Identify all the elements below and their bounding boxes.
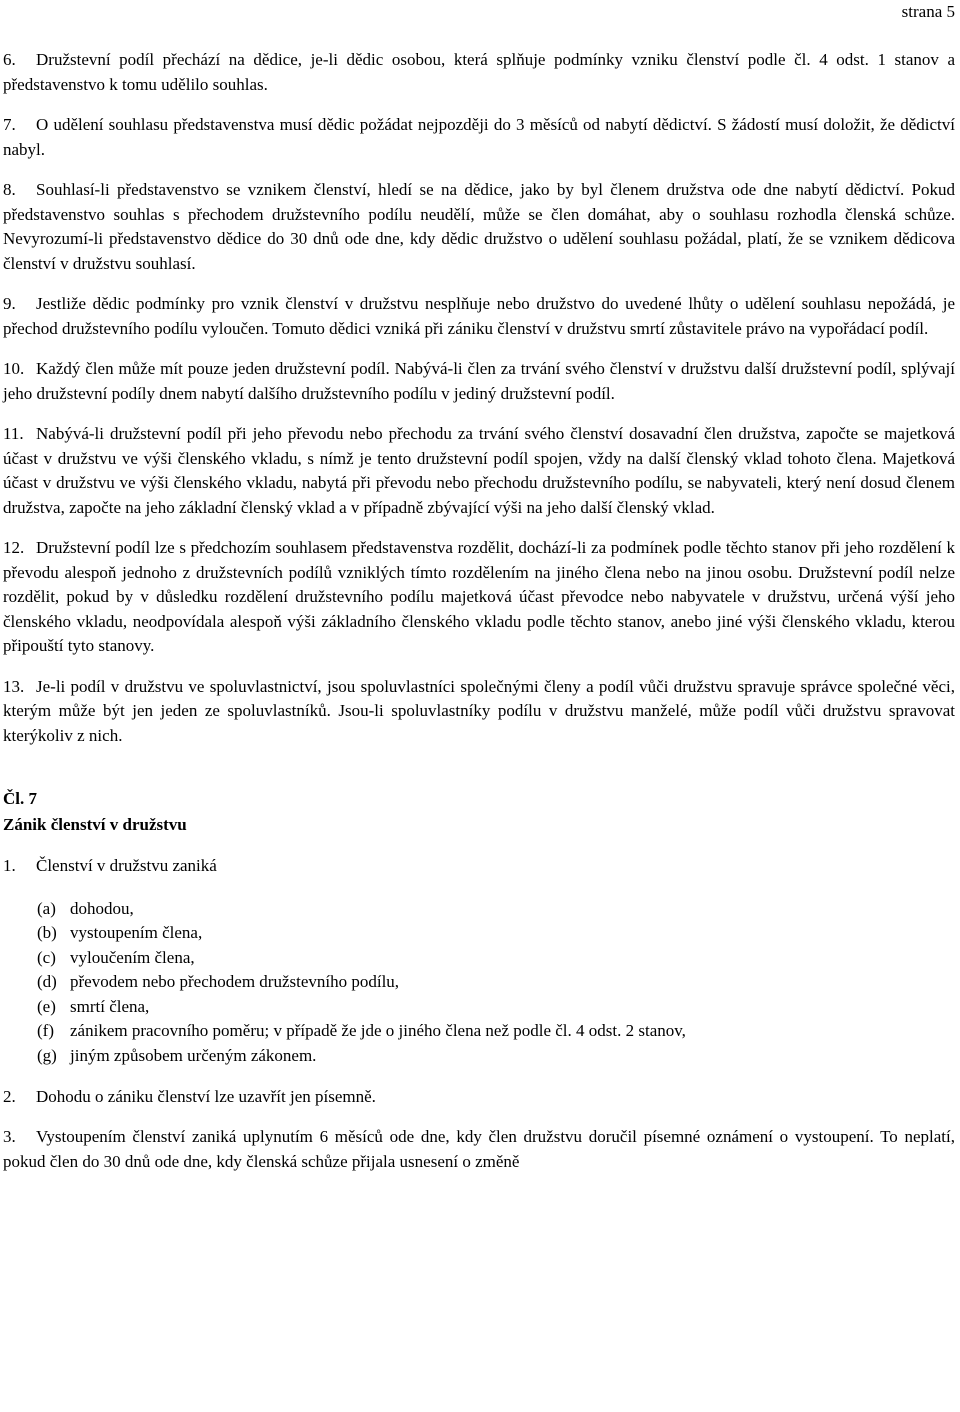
paragraph-number: 1. — [3, 856, 16, 875]
list-item — [37, 921, 955, 946]
list-item-text: převodem nebo přechodem družstevního podílu, — [70, 972, 400, 992]
list-item-label: (d) — [37, 972, 57, 992]
list-item-text: dohodou, — [70, 898, 134, 918]
list-item-text: jiným způsobem určeným zákonem. — [70, 1046, 317, 1066]
list-item-text: smrtí člena, — [70, 996, 150, 1016]
section-paragraph-3 — [3, 1125, 955, 1174]
paragraph-number: 12. — [3, 538, 25, 557]
list-item-label: (b) — [37, 923, 57, 943]
paragraph-number: 3. — [3, 1127, 16, 1147]
paragraph-11 — [3, 422, 955, 520]
paragraph-8 — [3, 178, 955, 276]
paragraph-text: Souhlasí-li představenstvo se vznikem členství, hledí se na dědice, jako by byl členem družstva ode dne nabytí dědictví. Pokud představenstvo souhlas s přechodem družstevního podílu neudělí, může se člen domáhat, aby o souhlasu rozhodla členská schůze. Nevyrozumí-li představenstvo dědice do 30 dnů ode dne, kdy dědic družstvo o udělení souhlasu požádal, platí, že se vznikem dědicova členství v družstvu souhlasí. — [3, 180, 955, 273]
termination-list — [37, 897, 955, 1069]
paragraph-text: Vystoupením členství zaniká uplynutím 6 měsíců ode dne, kdy člen družstvu doručil písemné oznámení o vystoupení. To neplatí, pokud člen do 30 dnů ode dne, kdy členská schůze přijala usnesení o změně — [3, 1127, 955, 1171]
paragraph-6 — [3, 48, 955, 97]
list-item-label: (a) — [37, 898, 56, 918]
list-item — [37, 1019, 955, 1044]
paragraph-text: Nabývá-li družstevní podíl při jeho převodu nebo přechodu za trvání svého členství dosavadní člen družstva, započte se majetková účast v družstvu ve výši členského vkladu, s nímž je tento družstevní podíl spojen, vždy na další členský vklad tohoto člena. Majetková účast v družstvu ve výši členského vkladu, nabytá při převodu nebo přechodu družstevního podílu, se nabyvateli, který není dosud členem družstva, započte na jeho základní členský vklad a v případně zbývající výši na jeho další členský vklad. — [3, 424, 955, 517]
list-item — [37, 946, 955, 971]
paragraph-text: Družstevní podíl přechází na dědice, je-li dědic osobou, která splňuje podmínky vzniku členství podle čl. 4 odst. 1 stanov a představenstvo k tomu udělilo souhlas. — [3, 50, 955, 94]
paragraph-number: 6. — [3, 50, 16, 69]
list-item — [37, 1044, 955, 1069]
list-item-label: (e) — [37, 996, 56, 1016]
list-item-text: vyloučením člena, — [70, 947, 195, 967]
paragraph-text: Je-li podíl v družstvu ve spoluvlastnictví, jsou spoluvlastníci společnými členy a podíl vůči družstvu spravuje správce společné věci, kterým může být jen jeden ze spoluvlastníků. Jsou-li spoluvlastníky podílu v družstvu manželé, může podíl vůči družstvu spravovat kterýkoliv z nich. — [3, 676, 955, 745]
paragraph-10 — [3, 357, 955, 406]
paragraph-13 — [3, 675, 955, 749]
paragraph-number: 9. — [3, 294, 16, 313]
paragraph-7 — [3, 113, 955, 162]
paragraph-number: 11. — [3, 424, 24, 443]
section-paragraph-2 — [3, 1085, 955, 1110]
paragraph-text: Družstevní podíl lze s předchozím souhlasem představenstva rozdělit, dochází-li za podmínek podle těchto stanov při jeho rozdělení k převodu alespoň jednoho z družstevních podílů vzniklých tímto rozdělením na jiného člena nebo na jinou osobu. Družstevní podíl nelze rozdělit, pokud by v důsledku rozdělení družstevního podílu majetková účast převodce nebo nabyvatele v družstvu, určená výší jeho členského vkladu, neodpovídala alespoň výši základního členského vkladu podle těchto stanov, anebo jiné výši členského vkladu, kterou připouští tyto stanovy. — [3, 538, 955, 655]
paragraph-number: 7. — [3, 115, 16, 134]
list-item — [37, 897, 955, 922]
list-item — [37, 970, 955, 995]
paragraph-number: 13. — [3, 676, 25, 696]
list-item-label: (c) — [37, 947, 56, 967]
paragraph-text: Každý člen může mít pouze jeden družstevní podíl. Nabývá-li člen za trvání svého členství v družstvu další družstevní podíl, splývají jeho družstevní podíly dnem nabytí dalšího družstevního podílu v jediný družstevní podíl. — [3, 359, 955, 403]
page-number: strana 5 — [901, 2, 955, 21]
paragraph-9 — [3, 292, 955, 341]
paragraph-number: 8. — [3, 180, 16, 199]
paragraph-text: Členství v družstvu zaniká — [36, 856, 217, 875]
list-item-text: vystoupením člena, — [70, 923, 203, 943]
list-item-label: (g) — [37, 1046, 57, 1066]
document-body — [3, 48, 955, 1190]
paragraph-12 — [3, 536, 955, 659]
paragraph-text: O udělení souhlasu představenstva musí dědic požádat nejpozději do 3 měsíců od nabytí dědictví. S žádostí musí doložit, že dědictví nabyl. — [3, 115, 955, 159]
section-paragraph-1 — [3, 854, 955, 879]
paragraph-text: Jestliže dědic podmínky pro vznik členství v družstvu nesplňuje nebo družstvo do uvedené lhůty o udělení souhlasu nepožádá, je přechod družstevního podílu vyloučen. Tomuto dědici vzniká při zániku členství v družstvu smrtí zůstavitele právo na vypořádací podíl. — [3, 294, 955, 338]
section-heading — [3, 786, 955, 838]
section-number: Čl. 7 — [3, 789, 37, 808]
list-item — [37, 995, 955, 1020]
paragraph-number: 2. — [3, 1086, 16, 1106]
section-title: Zánik členství v družstvu — [3, 815, 187, 834]
paragraph-number: 10. — [3, 359, 25, 378]
paragraph-text: Dohodu o zániku členství lze uzavřít jen písemně. — [36, 1086, 376, 1106]
list-item-text: zánikem pracovního poměru; v případě že jde o jiného člena než podle čl. 4 odst. 2 stanov, — [70, 1021, 686, 1041]
list-item-label: (f) — [37, 1021, 54, 1041]
